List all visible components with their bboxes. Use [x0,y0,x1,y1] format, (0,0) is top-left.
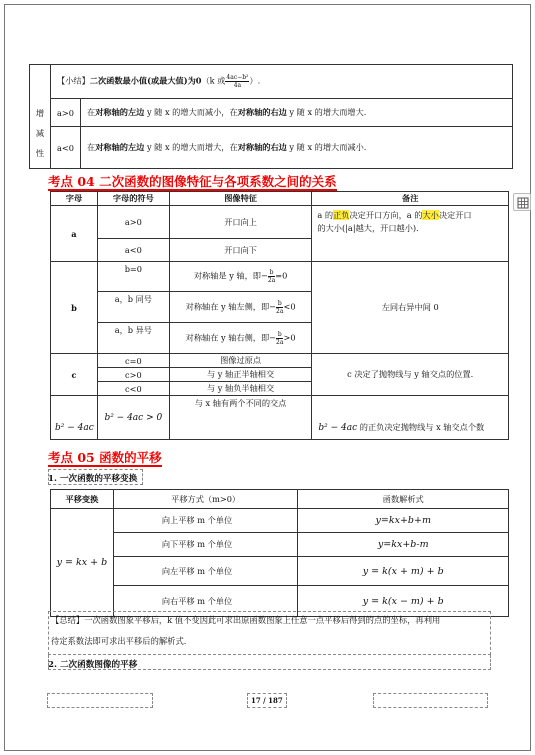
grid-icon-glyph [514,194,532,212]
summary-fraction: $\frac{\text{4ac−b²}}{4a}$ [226,74,249,89]
letter-a: a [51,206,98,262]
section5-title: 考点 05 函数的平移 [48,450,162,465]
highlight-sign: 正负 [333,210,350,220]
section4-title: 考点 04 二次函数的图像特征与各项系数之间的关系 [48,174,337,189]
linear-function: y = kx + b [51,509,114,617]
discriminant-note: b² − 4ac 的正负决定抛物线与 x 轴交点个数 [312,396,509,440]
b-note: 左同右异中间 0 [312,262,509,354]
sub2-heading: 2. 二次函数图像的平移 [48,660,138,670]
summary-cell: 【小结】二次函数最小值(或最大值)为0（k 或 $\frac{\text{4ac−b²}}{4a}$ ）. [51,65,513,99]
row2-desc: 在对称轴的左边 y 随 x 的增大而增大，在对称轴的右边 y 随 x 的增大而减小. [81,127,513,169]
letter-discriminant: b² − 4ac [51,396,98,440]
grid-icon[interactable] [513,193,531,211]
letter-c: c [51,354,98,396]
translation-table: 平移变换 平移方式（m>0） 函数解析式 y = kx + b 向上平移 m 个单位 y=kx+b+m 向下平移 m 个单位 y=kx+b-m 向左平移 m 个单位 y = k(x + m) + b 向右平移 m 个单位 y = k(x − m) + b [50,489,509,617]
monotonicity-table [29,64,513,169]
highlight-size: 大小 [422,210,439,220]
footer-left-box [47,693,153,708]
c-note: c 决定了抛物线与 y 轴交点的位置. [312,354,509,396]
coefficient-table: 字母 字母的符号 图像特征 备注 a a>0 开口向上 a 的正负决定开口方向，a 的大小决定开口 的大小(|a|越大，开口越小). a<0 开口向下 b b=0 对称轴是 y 轴，即− $\frac{b}{2a}$ =0 左同右异中间 0 a，b 同号 对称轴在 y 轴左侧，即− $\frac{b}{2a}$ <0 a，b 异号 对称轴在 y 轴右侧，即− $\frac{b}{2a}$ >0 c c=0 图像过原点 c 决定了抛物线与 y 轴交点的位置. c>0 与 y 轴正半轴相交 c<0 与 y 轴负半轴相交 b² − 4ac b² − 4ac > 0 与 x 轴有两个不同的交点 b² − 4ac 的正负决定抛物线与 x 轴交点个数 [50,191,509,440]
summary-line2: 待定系数法即可求出平移后的解析式. [51,636,187,646]
sub1-heading: 1. 一次函数的平移变换 [48,474,138,484]
a-note: a 的正负决定开口方向，a 的大小决定开口 的大小(|a|越大，开口越小). [312,206,509,262]
monotonic-label: 增 减 性 [30,99,51,169]
letter-b: b [51,262,98,354]
cond-a-negative: a<0 [51,127,81,169]
footer-right-box [373,693,488,708]
row1-desc: 在对称轴的左边 y 随 x 的增大而减小，在对称轴的右边 y 随 x 的增大而增大. [81,99,513,127]
summary-line1: 【总结】一次函数图象平移后，k 值不变因此可求出原函数图象上任意一点平移后得到的点的坐标，再利用 [51,615,441,625]
cond-a-positive: a>0 [51,99,81,127]
page-number: 17 / 187 [251,696,283,705]
